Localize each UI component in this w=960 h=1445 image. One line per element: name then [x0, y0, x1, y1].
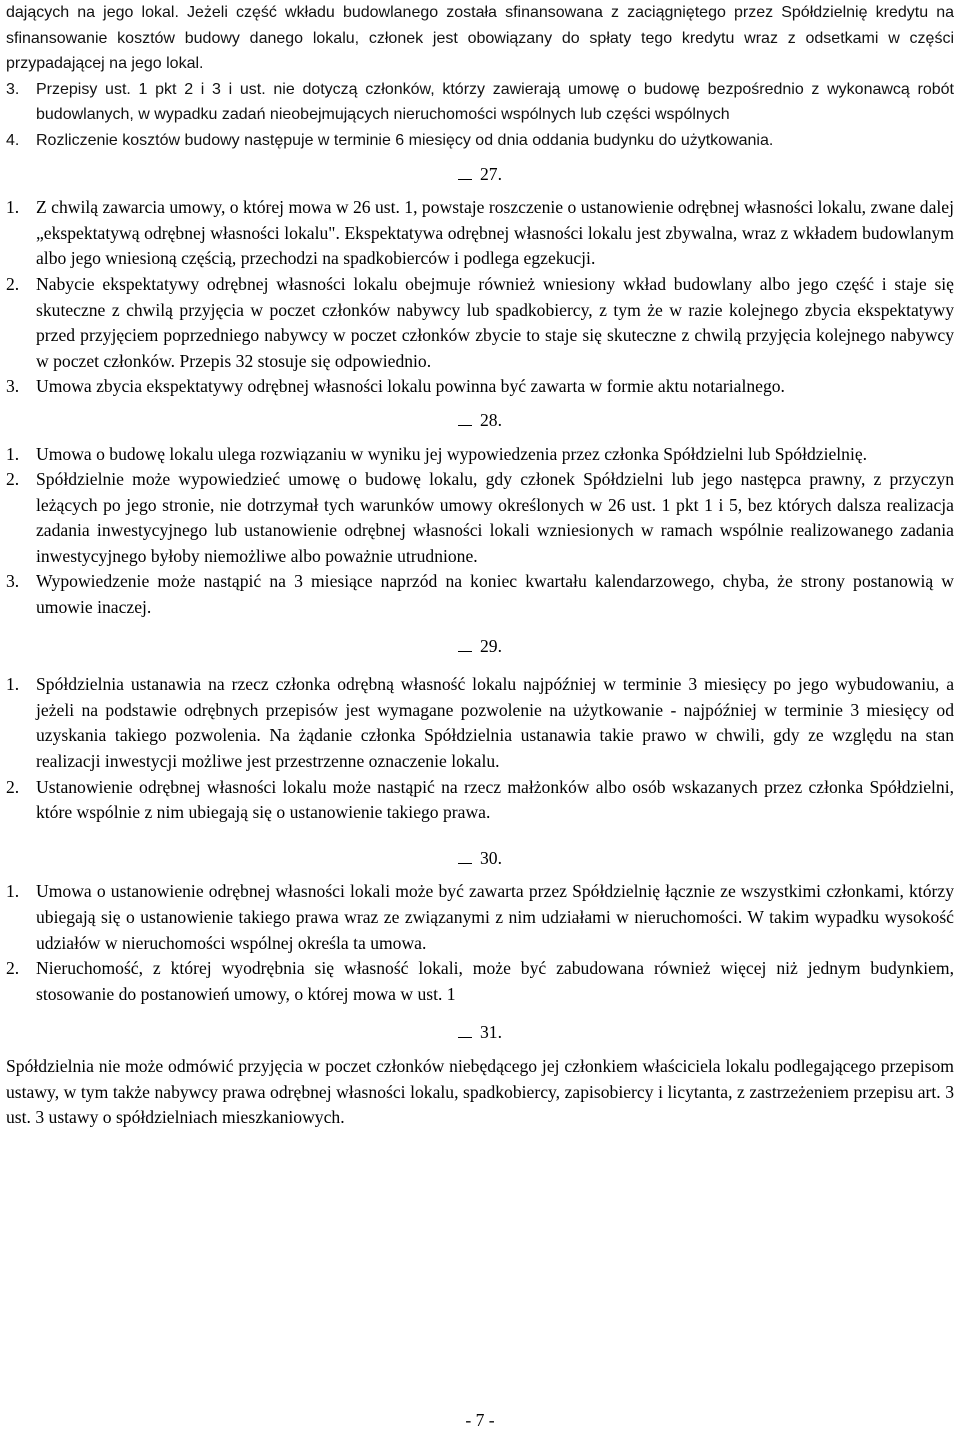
section-mark — [458, 409, 472, 426]
item-text: Umowa o ustanowienie odrębnej własności lokali może być zawarta przez Spółdzielnię łącznie ze wszystkimi członkami, którzy ubiegają się o ustanowienie takiego prawa wraz ze związanymi z nim udziałami w nieruchomości. W takim wypadku wysokość udziałów w nieruchomości wspólnej określa ta umowa. — [36, 881, 954, 953]
list-item — [6, 77, 954, 128]
list-item — [6, 195, 954, 272]
intro-paragraph: dających na jego lokal. Jeżeli część wkładu budowlanego została sfinansowana z zaciągniętego przez Spółdzielnię kredytu na sfinansowanie kosztów budowy danego lokalu, członek jest obowiązany do spłaty tego kredytu wraz z odsetkami w części przypadającej na jego lokal. — [6, 4, 954, 73]
item-number: 1. — [6, 674, 20, 695]
item-number: 2. — [6, 273, 20, 294]
item-text: Nabycie ekspektatywy odrębnej własności lokalu obejmuje również wniesiony wkład budowlany albo jego część i staje się skuteczne z chwilą przyjęcia w poczet członków nabywcy lub spadkobiercy, z tym że w razie kolejnego zbycia ekspektatywy przed przyjęciem poprzedniego nabywcy w poczet członków zbycie to staje się skuteczne z chwilą przyjęcia kolejnego nabywcy w poczet członków. Przepis 32 stosuje się odpowiednio. — [36, 273, 954, 371]
section-31-paragraph: Spółdzielnia nie może odmówić przyjęcia w poczet członków niebędącego jej członkiem właściciela lokalu podlegającego przepisom ustawy, w tym także nabywcy prawa odrębnej własności lokalu, spadkobiercy, zapisobiercy i licytanta, z zastrzeżeniem przepisu art. 3 ust. 3 ustawy o spółdzielniach mieszkaniowych. — [6, 1055, 954, 1128]
item-text: Umowa o budowę lokalu ulega rozwiązaniu w wyniku jej wypowiedzenia przez członka Spółdzielni lub Spółdzielnię. — [36, 443, 868, 464]
item-number: 1. — [6, 881, 20, 902]
list-item — [6, 374, 954, 400]
list-item — [6, 128, 954, 154]
section-number: 28. — [480, 409, 502, 430]
list-item — [6, 467, 954, 569]
item-text: Rozliczenie kosztów budowy następuje w terminie 6 miesięcy od dnia oddania budynku do użytkowania. — [36, 131, 774, 149]
item-text: Przepisy ust. 1 pkt 2 i 3 i ust. nie dotyczą członków, którzy zawierają umowę o budowę bezpośrednio z wykonawcą robót budowlanych, w wypadku zadań nieobejmujących nieruchomości wspólnych lub części wspólnych — [36, 80, 954, 124]
item-number: 1. — [6, 197, 20, 218]
section-heading-31 — [6, 1020, 954, 1046]
item-text: Spółdzielnie może wypowiedzieć umowę o budowę lokalu, gdy członek Spółdzielni lub jego następca prawny, z przyczyn leżących po jego stronie, nie dotrzymał tych warunków umowy określonych w 26 ust. 1 pkt 1 i 5, bez których dalsza realizacja zadania inwestycyjnego lub ustanowienie odrębnej własności lokali wzniesionych w ramach wspólnie realizowanego zadania inwestycyjnego byłoby niemożliwe albo poważnie utrudnione. — [36, 469, 954, 566]
item-number: 2. — [6, 958, 20, 979]
item-number: 3. — [6, 376, 20, 397]
item-number: 4. — [6, 131, 20, 149]
item-text: Ustanowienie odrębnej własności lokalu może nastąpić na rzecz małżonków albo osób wskazanych przez członka Spółdzielni, które wspólnie z nim ubiegają się o ustanowienie takiego prawa. — [36, 776, 954, 823]
section-heading-29 — [6, 634, 954, 660]
item-number: 3. — [6, 571, 20, 592]
section-heading-27 — [6, 162, 954, 188]
section-number: 27. — [480, 163, 502, 184]
list-item — [6, 775, 954, 826]
section-number: 31. — [480, 1022, 502, 1043]
item-number: 3. — [6, 80, 20, 98]
section-number: 30. — [480, 847, 502, 868]
document-page — [6, 0, 954, 1131]
list-item — [6, 879, 954, 956]
section-mark — [458, 163, 472, 180]
list-item — [6, 569, 954, 620]
item-number: 2. — [6, 469, 20, 490]
section-mark — [458, 1021, 472, 1038]
item-text: Umowa zbycia ekspektatywy odrębnej własności lokalu powinna być zawarta w formie aktu notarialnego. — [36, 376, 785, 397]
list-item — [6, 956, 954, 1007]
item-number: 1. — [6, 443, 20, 464]
list-item — [6, 272, 954, 374]
item-number: 2. — [6, 776, 20, 797]
section-heading-28 — [6, 408, 954, 434]
page-number: - 7 - — [465, 1410, 495, 1430]
list-item — [6, 442, 954, 468]
section-heading-30 — [6, 846, 954, 872]
item-text: Spółdzielnia ustanawia na rzecz członka odrębną własność lokalu najpóźniej w terminie 3 miesięcy po jego wybudowaniu, a jeżeli na podstawie odrębnych przepisów jest wymagane pozwolenie na użytkowanie - najpóźniej w terminie 3 miesięcy od uzyskania takiego pozwolenia. Na żądanie członka Spółdzielnia ustanawia takie prawo w chwili, gdy ze względu na stan realizacji inwestycji możliwe jest przestrzenne oznaczenie lokalu. — [36, 674, 954, 772]
item-text: Wypowiedzenie może nastąpić na 3 miesiące naprzód na koniec kwartału kalendarzowego, chyba, że strony postanowią w umowie inaczej. — [36, 571, 954, 618]
section-mark — [458, 847, 472, 864]
list-item — [6, 672, 954, 774]
item-text: Z chwilą zawarcia umowy, o której mowa w 26 ust. 1, powstaje roszczenie o ustanowienie odrębnej własności lokalu, zwane dalej „ekspektatywą odrębnej własności lokalu". Ekspektatywa odrębnej własności lokalu jest zbywalna, wraz z wkładem budowlanym albo jego wniesioną częścią, przechodzi na spadkobierców i podlega egzekucji. — [36, 197, 954, 269]
section-number: 29. — [480, 635, 502, 656]
section-mark — [458, 635, 472, 652]
item-text: Nieruchomość, z której wyodrębnia się własność lokali, może być zabudowana również więcej niż jednym budynkiem, stosowanie do postanowień umowy, o której mowa w ust. 1 — [36, 958, 954, 1004]
